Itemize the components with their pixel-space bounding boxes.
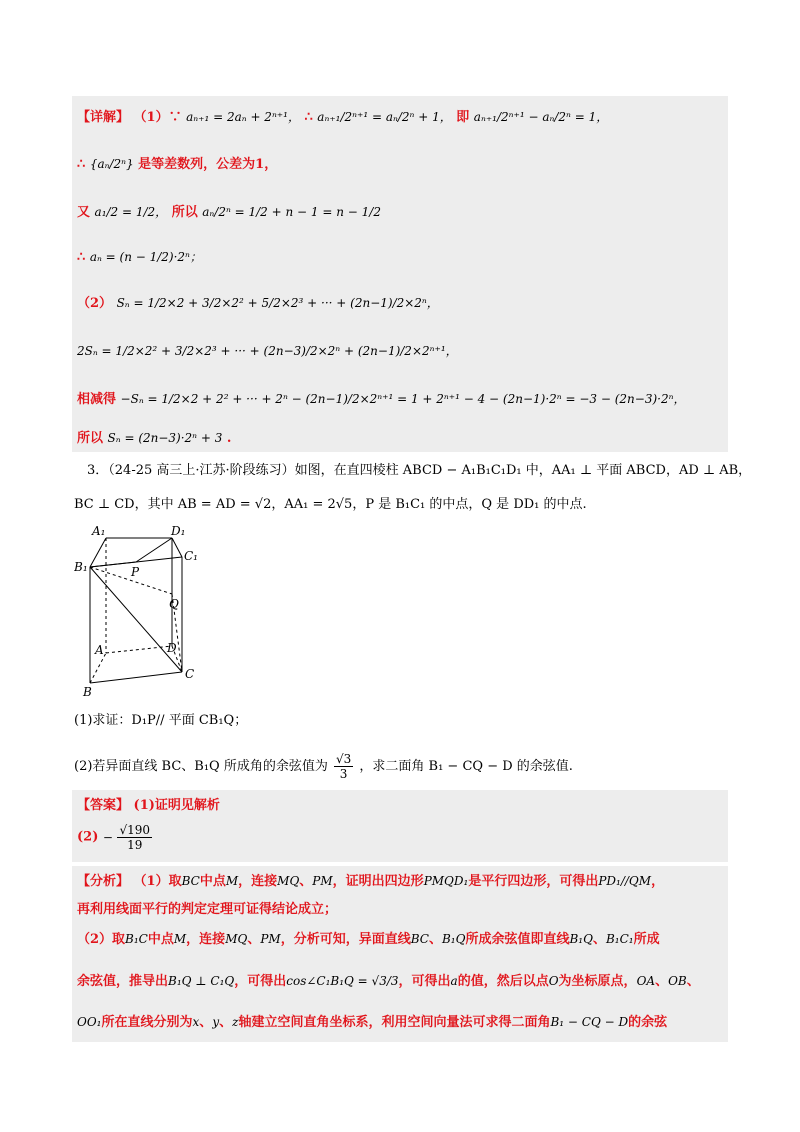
question-part-1: (1)求证：D₁P// 平面 CB₁Q； [74, 713, 248, 728]
label-q: Q [169, 597, 179, 611]
question-part-2: (2)若异面直线 BC、B₁Q 所成角的余弦值为 $\frac{√3}{3}$ ，求二面角 B₁ − CQ − D 的余弦值. [74, 752, 573, 781]
solution-line-5: （2） Sₙ = 1/2×2 + 3/2×2² + 5/2×2³ + ··· + (2n−1)/2×2ⁿ， [77, 296, 439, 311]
edge-b1-a1 [90, 538, 106, 567]
analysis-line-1: 【分析】 （1）取BC中点M，连接MQ、PM，证明出四边形PMQD₁是平行四边形，可得出PD₁//QM， [77, 874, 665, 889]
label-b1: B₁ [74, 560, 88, 574]
solution-line-8: 所以 Sₙ = (2n−3)·2ⁿ + 3 . [77, 431, 232, 446]
analysis-line-5: OO₁所在直线分别为x、y、z轴建立空间直角坐标系，利用空间向量法可求得二面角B₁ − CQ − D的余弦 [77, 1015, 668, 1030]
solution-line-3: 又 a₁/2 = 1/2， 所以 aₙ/2ⁿ = 1/2 + n − 1 = n − 1/2 [77, 205, 381, 220]
analysis-tag: 【分析】 [77, 874, 130, 889]
detail-tag: 【详解】 [77, 110, 130, 125]
label-d1: D₁ [171, 524, 186, 538]
answer-line-1: 【答案】 (1)证明见解析 [77, 798, 220, 813]
solution-line-7: 相减得 −Sₙ = 1/2×2 + 2² + ··· + 2ⁿ − (2n−1)/2×2ⁿ⁺¹ = 1 + 2ⁿ⁺¹ − 4 − (2n−1)·2ⁿ = −3 − (2n−3)·2ⁿ， [77, 392, 686, 407]
answer-fraction: $\frac{√190}{19}$ [119, 823, 151, 852]
edge-b-c [90, 672, 182, 683]
solution-line-1: 【详解】 （1）∵ aₙ₊₁ = 2aₙ + 2ⁿ⁺¹， ∴ aₙ₊₁/2ⁿ⁺¹ = aₙ/2ⁿ + 1， 即 aₙ₊₁/2ⁿ⁺¹ − aₙ/2ⁿ = 1， [77, 110, 609, 125]
label-c1: C₁ [184, 549, 198, 563]
answer-tag: 【答案】 [77, 798, 130, 813]
label-c: C [185, 667, 195, 681]
label-a: A [95, 643, 104, 657]
prism-figure [74, 516, 204, 706]
analysis-line-4: 余弦值，推导出B₁Q ⊥ C₁Q，可得出cos∠C₁B₁Q = √3/3，可得出a的值，然后以点O为坐标原点，OA、OB、 [77, 974, 700, 989]
analysis-line-2: 再利用线面平行的判定定理可证得结论成立； [77, 902, 338, 917]
label-p: P [131, 565, 140, 579]
answer-line-2: (2) − $\frac{√190}{19}$ [77, 823, 151, 852]
label-b: B [83, 685, 92, 699]
label-d: D [167, 641, 177, 655]
analysis-line-3: （2）取B₁C中点M，连接MQ、PM，分析可知，异面直线BC、B₁Q所成余弦值即直线B₁Q、B₁C₁所成 [77, 932, 660, 947]
edge-b-a [90, 653, 106, 683]
question-line-1: 3．（24-25 高三上·江苏·阶段练习）如图，在直四棱柱 ABCD − A₁B₁C₁D₁ 中，AA₁ ⊥ 平面 ABCD，AD ⊥ AB， [87, 463, 752, 478]
segment-b1-p [90, 562, 136, 567]
edge-d1-c1 [172, 538, 182, 557]
solution-line-4: ∴ aₙ = (n − 1/2)·2ⁿ； [77, 250, 202, 265]
solution-line-2: ∴ {aₙ/2ⁿ} 是等差数列，公差为1， [77, 157, 278, 172]
label-a1: A₁ [92, 524, 106, 538]
question-line-2: BC ⊥ CD，其中 AB = AD = √2，AA₁ = 2√5，P 是 B₁C₁ 的中点，Q 是 DD₁ 的中点. [74, 497, 587, 512]
cos-fraction: $\frac{√3}{3}$ [335, 752, 352, 781]
solution-line-6: 2Sₙ = 1/2×2² + 3/2×2³ + ··· + (2n−3)/2×2ⁿ + (2n−1)/2×2ⁿ⁺¹， [77, 344, 458, 358]
